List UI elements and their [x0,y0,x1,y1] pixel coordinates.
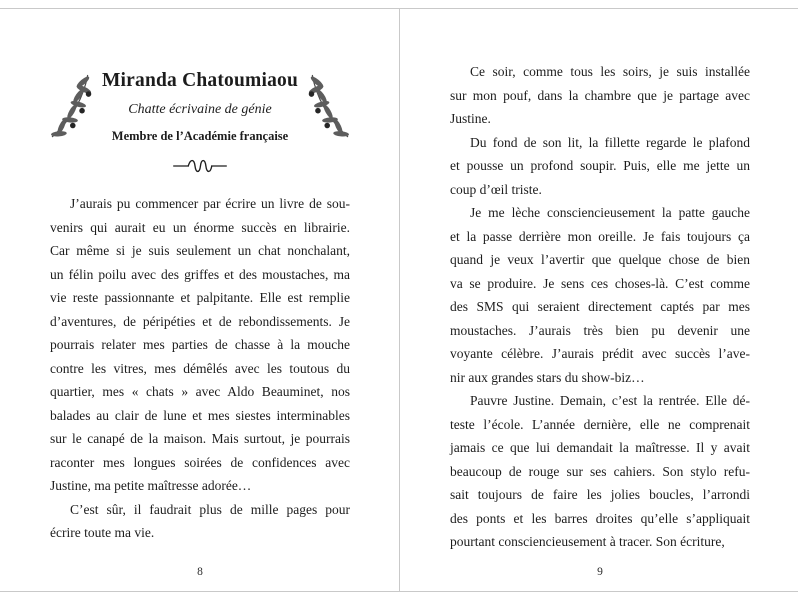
text-line: va se produire. Je sens ces choses-là. C’est comme [450,275,750,291]
paragraph [50,498,350,545]
laurel-branch-left-icon [45,68,95,146]
text-line: venirs qui aurait eu un énorme succès en librairie. [50,219,350,235]
right-page-body [450,60,750,554]
text-line: teste l’école. L’année dernière, elle ne comprenait [450,416,750,432]
paragraph [450,131,750,202]
text-line: nir aux grandes stars du show-biz… [450,369,645,385]
text-line: pourtant consciencieusement à tracer. Son écriture, [450,534,725,549]
paragraph [50,192,350,498]
paragraph [450,60,750,131]
text-line: vie reste passionnante et palpitante. Elle est remplie [50,290,350,305]
chapter-affiliation: Membre de l’Académie française [111,128,289,143]
left-page-number: 8 [197,566,203,578]
chapter-title: Miranda Chatoumiaou [101,70,299,92]
text-line: contre les vitres, mes démêlés avec les toutous du [50,360,350,376]
left-page [50,0,350,601]
text-line: moustaches. J’aurais très bien pu devenir une [450,322,750,338]
page-gutter-line [399,8,400,591]
left-page-body [50,192,350,545]
text-line: J’aurais pu commencer par écrire un livre de sou- [70,196,350,211]
right-page-number: 9 [597,566,603,578]
text-line: Justine, ma petite maîtresse adorée… [50,478,252,493]
text-line: sur mon pouf, dans la chambre que je partage avec [450,87,750,103]
right-page [450,0,750,601]
text-line: un félin poilu avec des griffes et des moustaches, ma [50,266,350,282]
text-line: voyante célèbre. J’aurais prédit avec succès l’ave- [450,346,750,361]
chapter-heading [42,68,358,146]
text-line: pourrais relater mes parties de chasse à la mouche [50,337,350,352]
squiggle-divider-icon [171,158,229,174]
text-line: des ponts et les barres droites qu’elle s’appliquait [450,510,750,526]
text-line: balades au clair de lune et mes siestes interminables [50,407,350,423]
text-line: jamais ce que lui demandait la maîtresse. Il y avait [450,440,750,455]
laurel-branch-right-icon [305,68,355,146]
text-line: des SMS qui seraient directement captés par mes [450,299,750,314]
paragraph [450,201,750,389]
text-line: Justine. [450,111,491,126]
text-line: écrire toute ma vie. [50,525,155,540]
text-line: Ce soir, comme tous les soirs, je suis installée [470,64,750,79]
chapter-heading-text [97,70,303,143]
text-line: Du fond de son lit, la fillette regarde le plafond [470,134,750,150]
chapter-subtitle: Chatte écrivaine de génie [128,101,272,117]
text-line: raconter mes longues soirées de confidences avec [50,454,350,470]
paragraph [450,389,750,554]
text-line: et pousse un profond soupir. Puis, elle me jette un [450,158,750,173]
text-line: quand je veux l’avertir que quelque chose de bien [450,252,750,267]
section-divider [50,158,350,174]
text-line: quartier, mes « chats » avec Aldo Beauminet, nos [50,384,350,399]
text-line: Je me lèche consciencieusement la patte gauche [470,205,750,220]
text-line: Car même si je suis seulement un chat nonchalant, [50,243,350,258]
text-line: sur le canapé de la maison. Mais surtout, je pourrais [50,431,350,446]
text-line: coup d’œil triste. [450,181,542,197]
text-line: beaucoup de rouge sur ses cahiers. Son stylo refu- [450,463,750,479]
text-line: Pauvre Justine. Demain, c’est la rentrée. Elle dé- [470,393,750,408]
text-line: d’aventures, de péripéties et de rebondissements. Je [50,313,350,329]
text-line: C’est sûr, il faudrait plus de mille pages pour [70,501,350,517]
text-line: et la passe derrière mon oreille. Je fais toujours ça [450,228,750,244]
text-line: sait toujours de faire les jolies boucles, l’arrondi [450,487,750,502]
